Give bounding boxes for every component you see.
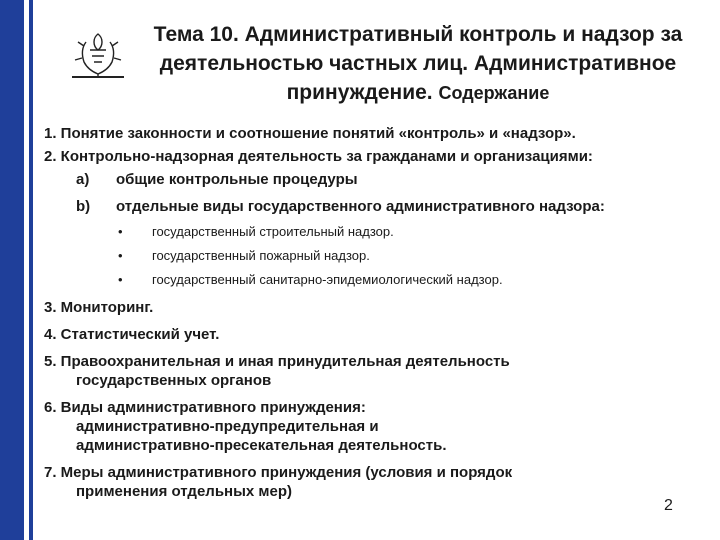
bullet-dot: • — [118, 272, 123, 287]
bullet-text: государственный строительный надзор. — [152, 224, 394, 239]
bullet-dot: • — [118, 224, 123, 239]
list-item-text: 3. Мониторинг. — [44, 299, 154, 316]
content-list — [44, 124, 704, 505]
sub-item-text: отдельные виды государственного административного надзора: — [116, 198, 605, 215]
list-item-4 — [44, 325, 704, 344]
page-number: 2 — [664, 497, 673, 514]
list-item-6 — [44, 398, 704, 455]
left-blue-rule — [29, 0, 33, 540]
sub-item-label: a) — [76, 171, 90, 188]
bullet-item — [118, 248, 704, 264]
list-item-text: 7. Меры административного принуждения (условия и порядок — [44, 464, 513, 481]
list-item-text: 4. Статистический учет. — [44, 326, 220, 343]
sub-item-b — [76, 197, 704, 216]
list-item-7 — [44, 463, 704, 501]
bullet-text: государственный санитарно-эпидемиологический надзор. — [152, 272, 503, 287]
list-item-continuation: применения отдельных мер) — [76, 483, 293, 500]
list-item-text: 5. Правоохранительная и иная принудительная деятельность — [44, 353, 510, 370]
sub-item-label: b) — [76, 198, 91, 215]
emblem-logo — [68, 28, 128, 82]
bullet-item — [118, 272, 704, 288]
list-item-text: 2. Контрольно-надзорная деятельность за гражданами и организациями: — [44, 148, 593, 165]
title-main: Тема 10. Административный контроль и надзор за деятельностью частных лиц. Административное принуждение. — [153, 23, 683, 104]
list-item-text: 1. Понятие законности и соотношение понятий «контроль» и «надзор». — [44, 125, 576, 142]
bullet-text: государственный пожарный надзор. — [152, 248, 370, 263]
slide-title — [138, 20, 698, 108]
title-suffix: Содержание — [438, 83, 550, 103]
list-item-continuation: государственных органов — [76, 372, 272, 389]
list-item-2 — [44, 147, 704, 166]
bullet-item — [118, 224, 704, 240]
list-item-continuation: административно-пресекательная деятельность. — [76, 437, 447, 454]
sub-item-a — [76, 170, 704, 189]
left-blue-band — [0, 0, 24, 540]
list-item-5 — [44, 352, 704, 390]
list-item-text: 6. Виды административного принуждения: — [44, 399, 366, 416]
list-item-3 — [44, 298, 704, 317]
bullet-dot: • — [118, 248, 123, 263]
list-item-continuation: административно-предупредительная и — [76, 418, 379, 435]
list-item-1 — [44, 124, 704, 143]
sub-item-text: общие контрольные процедуры — [116, 171, 358, 188]
